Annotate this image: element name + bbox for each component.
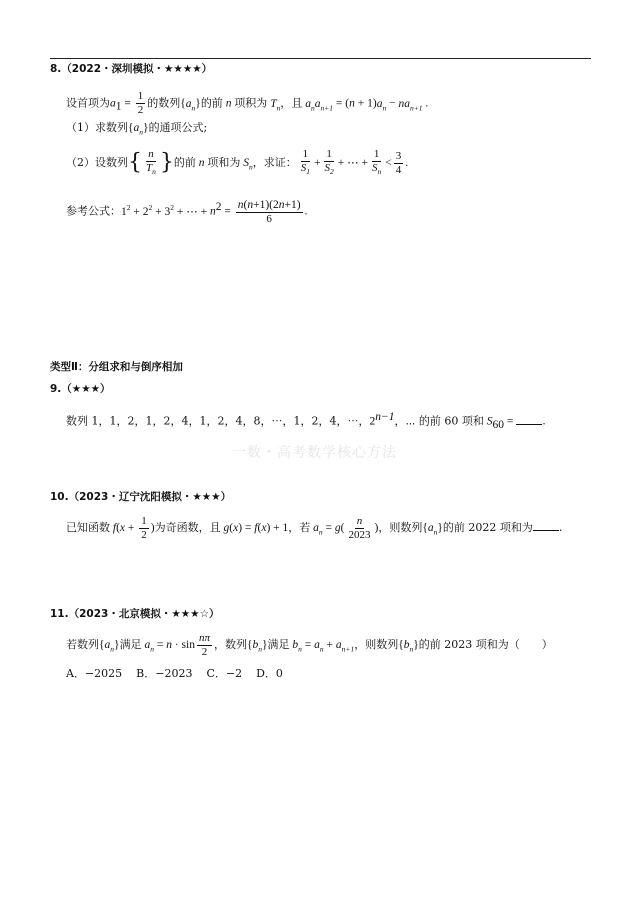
- answer-blank: [516, 414, 542, 425]
- problem-9-header: 9.（★★★）: [50, 383, 111, 395]
- problem-11-options: [66, 666, 297, 682]
- problem-8-part-2: （2）设数列{ $\frac{n}{T_n}$ }的前 n 项和为 $S_n$，求证： $\frac{1}{S_1}$ + $\frac{1}{S_2}$ + ⋯ + $\frac{1}{S_n}$ < $\frac{3}{4}$ .: [66, 148, 409, 177]
- problem-8-part-1: （1）求数列$\{a_n\}$的通项公式;: [66, 121, 208, 137]
- fraction-one-half: $\frac{1}{2}$: [137, 90, 144, 116]
- option-c[interactable]: C．−2: [206, 667, 243, 680]
- problem-8-intro: 设首项为$a_1$ = $\frac{1}{2}$ 的数列$\{a_n\}$的前 n 项积为 $T_n$，且 $a_na_{n+1} = (n + 1)a_n - na_{n+1}$ .: [66, 90, 429, 116]
- problem-8-header: 8.（2022・深圳模拟・★★★★）: [50, 63, 213, 75]
- problem-11-text: 若数列$\{a_n\}$满足 $a_n = n \cdot \sin$ $\frac{n\pi}{2}$ ，数列$\{b_n\}$满足 $b_n = a_n + a_{n+1}$，则数列$\{b_n\}$的前 2023 项和为（ ）: [66, 631, 553, 658]
- option-d[interactable]: D．0: [256, 667, 283, 680]
- option-a[interactable]: A．−2025: [66, 667, 123, 680]
- top-rule: [50, 58, 591, 59]
- watermark: 一数・高考数学核心方法: [232, 445, 397, 461]
- problem-9-text: 数列 1，1，2，1，2，4，1，2，4，8，⋯，1，2，4，⋯，$2^{n-1}$，⋯ 的前 60 项和 $S_{60}$ = .: [66, 411, 546, 431]
- problem-10-text: 已知函数 f(x + $\frac{1}{2}$ )为奇函数，且 g(x) = f(x) + 1，若 $a_n = g$( $\frac{n}{2023}$ )，则数列$\{a_n\}$的前 2022 项和为 .: [66, 514, 563, 541]
- problem-11-header: 11.（2023・北京模拟・★★★☆）: [50, 608, 220, 620]
- answer-blank: [533, 520, 559, 531]
- section-2-title: 类型Ⅱ：分组求和与倒序相加: [50, 361, 183, 373]
- problem-10-header: 10.（2023・辽宁沈阳模拟・★★★）: [50, 491, 232, 503]
- problem-8-reference-formula: 参考公式：$1^2 + 2^2 + 3^2$ + ⋯ + $n^2$ = $\frac{n(n+1)(2n+1)}{6}$ .: [66, 198, 308, 225]
- option-b[interactable]: B．−2023: [136, 667, 193, 680]
